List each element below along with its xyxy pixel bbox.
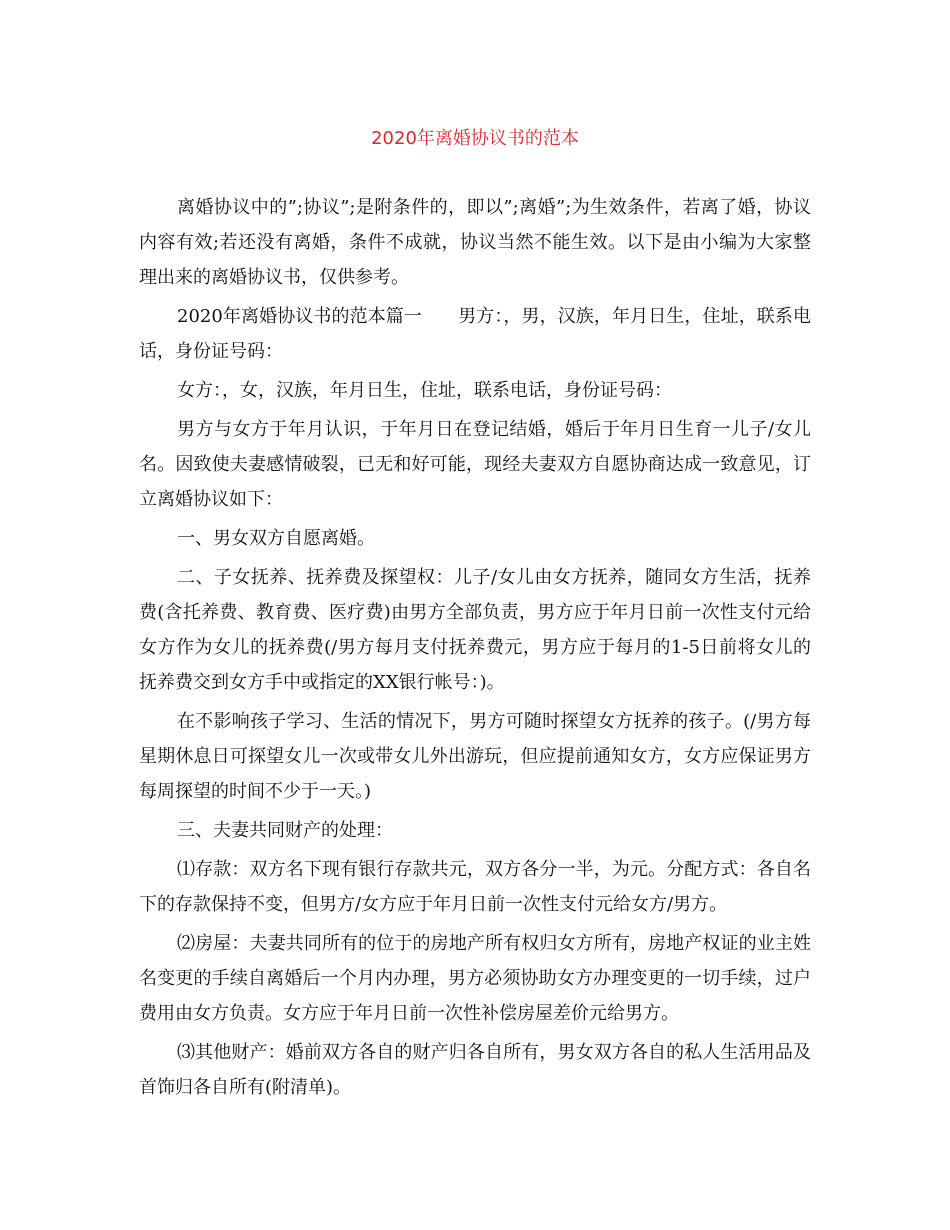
section-heading-paragraph bbox=[139, 299, 811, 369]
wife-info: 女方：，女，汉族，年月日生，住址，联系电话，身份证号码： bbox=[177, 380, 672, 401]
document-title: 2020年离婚协议书的范本 bbox=[371, 128, 579, 149]
section-label: 2020年离婚协议书的范本篇一 bbox=[177, 306, 423, 327]
clause-2: 二、子女抚养、抚养费及探望权：儿子/女儿由女方抚养，随同女方生活，抚养费(含托养费、教育费、医疗费)由男方全部负责，男方应于年月日前一次性支付元给女方作为女儿的抚养费(/男方每月支付抚养费元，男方应于每月的1-5日前将女儿的抚养费交到女方手中或指定的XX银行帐号：)。 bbox=[139, 567, 811, 693]
husband-info: 男方：，男，汉族，年月日生，住址，联系电话，身份证号码： bbox=[139, 306, 812, 362]
intro-paragraph: 离婚协议中的”;协议”;是附条件的，即以”;离婚”;为生效条件，若离了婚，协议内容有效;若还没有离婚，条件不成就，协议当然不能生效。以下是由小编为大家整理出来的离婚协议书，仅供参考。 bbox=[139, 197, 811, 288]
marriage-background: 男方与女方于年月认识，于年月日在登记结婚，婚后于年月日生育一儿子/女儿名。因致使夫妻感情破裂，已无和好可能，现经夫妻双方自愿协商达成一致意见，订立离婚协议如下： bbox=[139, 419, 811, 510]
clause-1: 一、男女双方自愿离婚。 bbox=[177, 528, 375, 549]
clause-3: 三、夫妻共同财产的处理： bbox=[177, 820, 393, 841]
document-body bbox=[139, 190, 811, 1109]
housing-paragraph: ⑵房屋：夫妻共同所有的位于的房地产所有权归女方所有，房地产权证的业主姓名变更的手续自离婚后一个月内办理，男方必须协助女方办理变更的一切手续，过户费用由女方负责。女方应于年月日前一次性补偿房屋差价元给男方。 bbox=[139, 933, 811, 1024]
savings-paragraph: ⑴存款：双方名下现有银行存款共元，双方各分一半，为元。分配方式：各自名下的存款保持不变，但男方/女方应于年月日前一次性支付元给女方/男方。 bbox=[139, 859, 811, 915]
other-property-paragraph: ⑶其他财产：婚前双方各自的财产归各自所有，男女双方各自的私人生活用品及首饰归各自所有(附清单)。 bbox=[139, 1042, 811, 1098]
visitation-paragraph: 在不影响孩子学习、生活的情况下，男方可随时探望女方抚养的孩子。(/男方每星期休息日可探望女儿一次或带女儿外出游玩，但应提前通知女方，女方应保证男方每周探望的时间不少于一天。) bbox=[139, 711, 811, 802]
